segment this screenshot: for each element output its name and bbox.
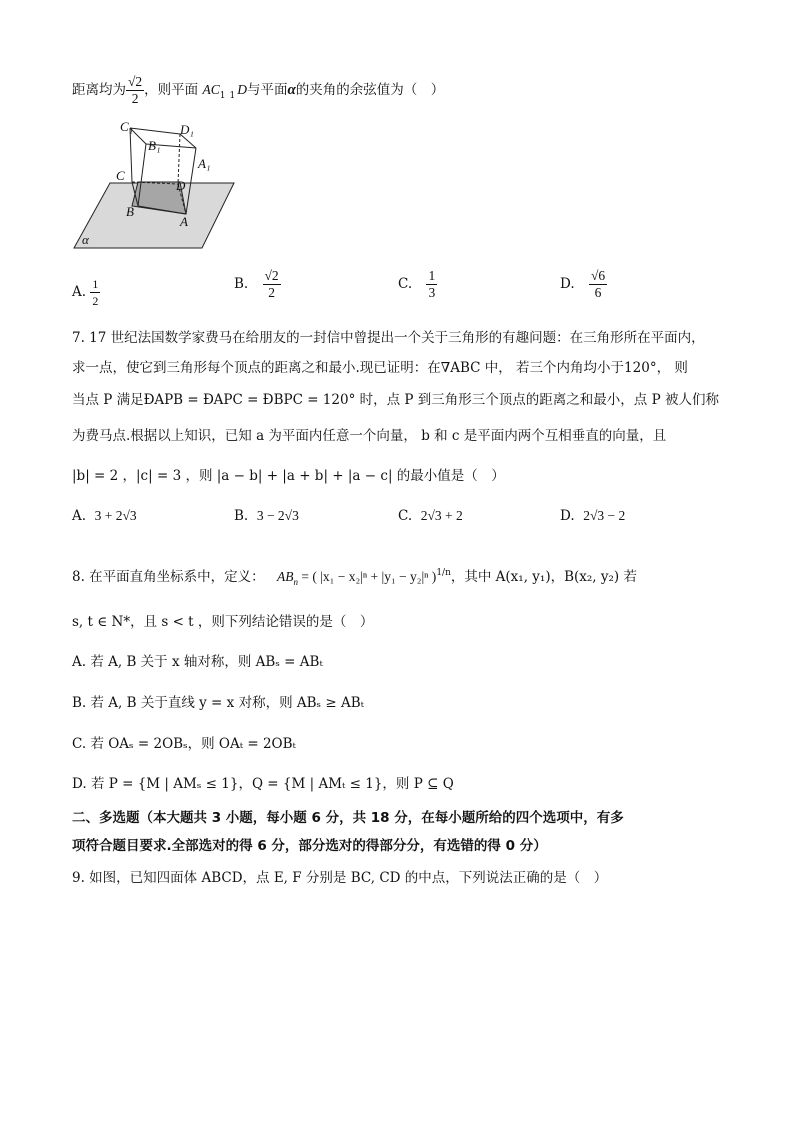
q6-option-b-den: 2 [268,285,275,300]
q8-line-1 [72,560,637,595]
section2-line-1: 二、多选题（本大题共 3 小题，每小题 6 分，共 18 分，在每小题所给的四个选项中，有多 [72,810,624,826]
q8-option-a-text: 若 A, B 关于 x 轴对称，则 ABₛ = ABₜ [90,654,323,670]
q7-option-b [234,508,299,524]
q7-option-b-text: 3 − 2√3 [256,508,299,523]
q8-option-d [72,774,454,794]
label-c: C [116,168,125,183]
q6-option-b-num: √2 [264,268,279,283]
q7-option-b-label: B. [234,508,249,524]
q6-stem-frac-num: √2 [128,74,143,89]
q6-option-a-frac [90,276,100,309]
q8-formula-exp: 1/n [436,568,451,578]
q8-option-d-label: D. [72,776,87,792]
q8-option-b [72,693,364,713]
q6-option-c-label: C. [398,276,413,292]
q6-option-a [72,276,100,309]
q7-line-3: 当点 P 满足ÐAPB = ÐAPC = ÐBPC = 120° 时，点 P 到三角形三个顶点的距离之和最小，点 P 被人们称 [72,392,719,408]
q6-stem-frac-den: 2 [131,91,139,106]
q6-stem-mid2: 与平面 [246,82,288,98]
q6-option-a-den: 2 [92,294,99,308]
q8-formula-sub: n [293,577,298,587]
q6-stem [72,74,444,107]
q8-option-c-text: 若 OAₛ = 2OBₛ，则 OAₜ = 2OBₜ [90,736,296,752]
q8-formula-body: = ( |x₁ − x₂|ⁿ + |y₁ − y₂|ⁿ ) [297,569,437,584]
q6-option-d [560,268,607,301]
label-a: A [180,214,188,229]
q8-option-c-label: C. [72,736,87,752]
q8-formula-ab: AB [276,569,294,584]
q6-plane-name: AC [202,82,220,97]
q8-option-a [72,652,323,672]
q7-option-a [72,508,137,524]
q8-line-2: s, t ∈ N*，且 s < t ，则下列结论错误的是（ ） [72,614,374,630]
q6-option-c-den: 3 [428,285,436,300]
q7-line-4: 为费马点.根据以上知识，已知 a 为平面内任意一个向量， b 和 c 是平面内两个互相垂直的向量，且 [72,428,667,444]
label-d1: D₁ [180,122,194,137]
section2-line-2: 项符合题目要求.全部选对的得 6 分，部分选对的得部分分，有选错的得 0 分） [72,838,547,854]
q6-option-a-label: A. [72,284,87,300]
q6-figure [70,116,240,252]
q6-option-d-num: √6 [590,268,606,283]
q6-plane-sub1: 1 [219,91,226,101]
q6-stem-prefix: 距离均为 [72,82,126,98]
q6-option-a-num: 1 [92,277,99,291]
q7-line-2: 求一点，使它到三角形每个顶点的距离之和最小.现已证明：在∇ABC 中， 若三个内角均小于120°， 则 [72,360,688,376]
q7-line-1: 7. 17 世纪法国数学家费马在给朋友的一封信中曾提出一个关于三角形的有趣问题：在三角形所在平面内， [72,330,705,346]
q7-option-a-text: 3 + 2√3 [94,508,137,523]
q8-line1-suffix: ，其中 A(x₁, y₁)，B(x₂, y₂) 若 [450,569,637,585]
q7-option-c-label: C. [398,508,413,524]
q6-option-b-frac [263,268,281,301]
q8-option-b-text: 若 A, B 关于直线 y = x 对称，则 ABₛ ≥ ABₜ [90,695,364,711]
q6-option-c-frac [426,268,437,301]
q7-option-d-label: D. [560,508,575,524]
q6-option-d-frac [589,268,607,301]
label-d: D [176,178,186,193]
q6-plane-sub2: 1 [229,91,236,101]
q7-option-d-text: 2√3 − 2 [583,508,626,523]
label-b: B [126,204,134,219]
q9-line-1: 9. 如图，已知四面体 ABCD，点 E, F 分别是 BC, CD 的中点，下列说法正确的是（ ） [72,870,608,886]
q6-option-b-label: B. [234,276,249,292]
q6-option-d-den: 6 [594,285,602,300]
q6-stem-fraction [126,74,144,107]
q7-option-c [398,508,463,524]
q7-line-5: |b| = 2 ，|c| = 3 ，则 |a − b| + |a + b| + |a − c| 的最小值是（ ） [72,468,505,484]
q6-plane-d: D [237,82,247,97]
q6-alpha: α [287,82,296,98]
q8-option-c [72,734,296,754]
label-alpha: α [82,232,89,247]
label-b1: B₁ [148,138,161,153]
q6-option-c [398,268,437,301]
q7-option-a-label: A. [72,508,87,524]
q8-option-d-text: 若 P = {M | AMₛ ≤ 1}，Q = {M | AMₜ ≤ 1}，则 P ⊆ Q [90,776,454,792]
label-c1: C₁ [120,119,134,134]
q7-option-c-text: 2√3 + 2 [420,508,463,523]
q8-option-b-label: B. [72,695,87,711]
q6-option-d-label: D. [560,276,575,292]
q6-stem-mid: ，则平面 [144,82,203,98]
q8-option-a-label: A. [72,654,87,670]
q6-option-b [234,268,281,301]
q6-stem-suffix: 的夹角的余弦值为（ ） [295,82,445,98]
label-a1: A₁ [198,156,211,171]
q6-option-c-num: 1 [428,268,436,283]
q8-line1-prefix: 8. 在平面直角坐标系中，定义： [72,569,265,585]
q7-option-d [560,508,625,524]
